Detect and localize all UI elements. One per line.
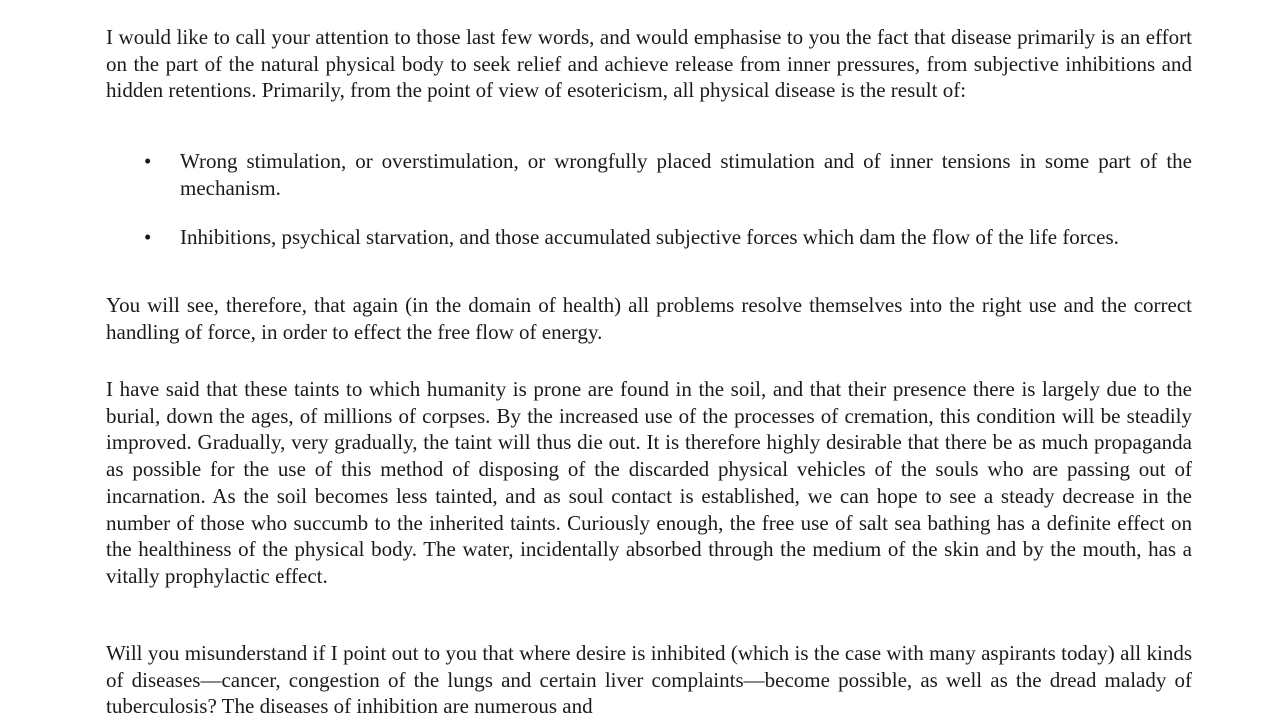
bullet-icon: • xyxy=(144,225,152,249)
bullet-text: Wrong stimulation, or overstimulation, or wrongfully placed stimulation and of inner tensions in some part of the mechanism. xyxy=(180,149,1192,200)
paragraph-inhibited-desire: Will you misunderstand if I point out to you that where desire is inhibited (which is the case with many aspirants today) all kinds of diseases—cancer, congestion of the lungs and certain liver complaints—become possible, as well as the dread malady of tuberculosis? The diseases of inhibition are numerous and xyxy=(106,641,1192,719)
bullet-icon: • xyxy=(144,149,152,173)
paragraph-disease-effort: I would like to call your attention to those last few words, and would emphasise to you the fact that disease primarily is an effort on the part of the natural physical body to seek relief and achieve release from inner pressures, from subjective inhibitions and hidden retentions. Primarily, from the point of view of esotericism, all physical disease is the result of: xyxy=(106,25,1192,103)
paragraph-soil-taints: I have said that these taints to which humanity is prone are found in the soil, and that their presence there is largely due to the burial, down the ages, of millions of corpses. By the increased use of the processes of cremation, this condition will be steadily improved. Gradually, very gradually, the taint will thus die out. It is therefore highly desirable that there be as much propaganda as possible for the use of this method of disposing of the discarded physical vehicles of the souls who are passing out of incarnation. As the soil becomes less tainted, and as soul contact is established, we can hope to see a steady decrease in the number of those who succumb to the inherited taints. Curiously enough, the free use of salt sea bathing has a definite effect on the healthiness of the physical body. The water, incidentally absorbed through the medium of the skin and by the mouth, has a vitally prophylactic effect. xyxy=(106,377,1192,588)
paragraph-force-handling: You will see, therefore, that again (in the domain of health) all problems resolve themselves into the right use and the correct handling of force, in order to effect the free flow of energy. xyxy=(106,293,1192,344)
bullet-text: Inhibitions, psychical starvation, and those accumulated subjective forces which dam the flow of the life forces. xyxy=(180,225,1119,249)
